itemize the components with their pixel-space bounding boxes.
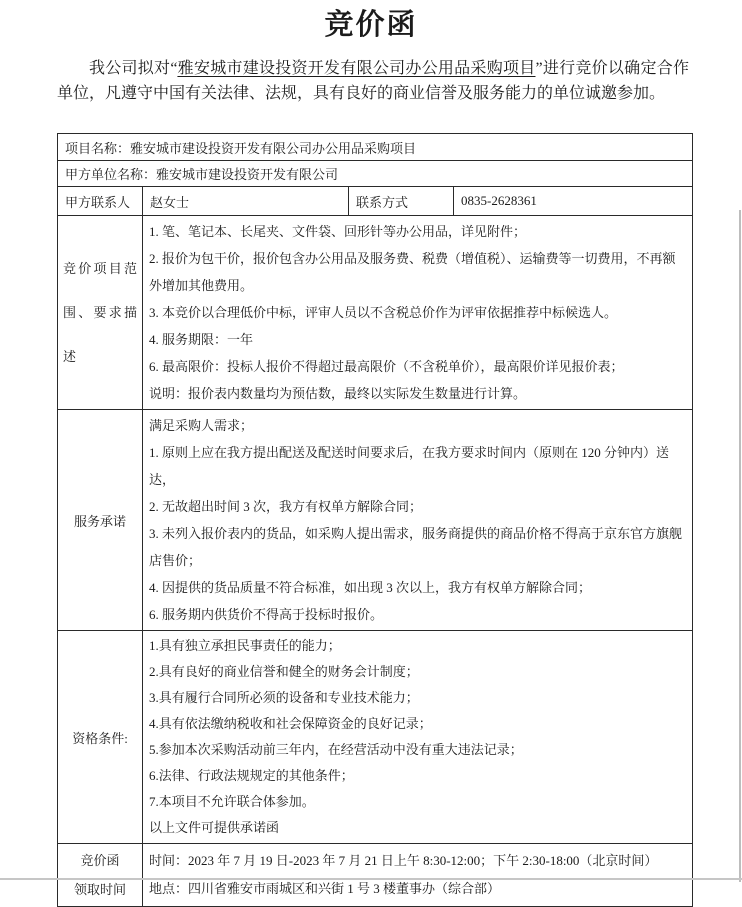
intro-project-name: 雅安城市建设投资开发有限公司办公用品采购项目 xyxy=(177,60,536,77)
scope-row xyxy=(58,216,693,410)
qualification-line: 以上文件可提供承诺函 xyxy=(149,820,280,835)
qualification-line: 6.法律、行政法规规定的其他条件； xyxy=(149,768,354,783)
intro-suffix: ”进行竞价以确定合作单位，凡遵守中国有关法律、法规，具有良好的商业信誉及服务能力的单位诚邀参加。 xyxy=(57,60,689,102)
scan-edge-right xyxy=(739,210,741,882)
pickup-content-cell xyxy=(143,844,693,907)
pickup-line: 地点：四川省雅安市雨城区和兴街 1 号 3 楼董事办（综合部） xyxy=(149,881,501,896)
scope-label-cell: 竞价项目范围、要求描述 xyxy=(58,216,143,410)
qualification-line: 1.具有独立承担民事责任的能力； xyxy=(149,638,341,653)
scope-line: 1. 笔、笔记本、长尾夹、文件袋、回形针等办公用品，详见附件； xyxy=(149,224,527,239)
document-title: 竞价函 xyxy=(324,9,418,41)
service-line: 2. 无故超出时间 3 次，我方有权单方解除合同； xyxy=(149,499,423,514)
qualification-line: 2.具有良好的商业信誉和健全的财务会计制度； xyxy=(149,664,419,679)
service-label-cell: 服务承诺 xyxy=(58,410,143,631)
scope-line: 2. 报价为包干价，报价包含办公用品及服务费、税费（增值税）、运输费等一切费用，不再额外增加其他费用。 xyxy=(149,251,676,293)
pickup-label-line1: 竞价函 xyxy=(80,853,120,868)
scope-line: 说明：报价表内数量均为预估数，最终以实际发生数量进行计算。 xyxy=(149,386,527,401)
contact-label-cell: 甲方联系人 xyxy=(58,187,143,216)
party-a-row xyxy=(58,161,693,187)
qualification-line: 5.参加本次采购活动前三年内，在经营活动中没有重大违法记录； xyxy=(149,742,523,757)
qualification-content-cell xyxy=(143,631,693,844)
service-line: 6. 服务期内供货价不得高于投标时报价。 xyxy=(149,607,384,622)
service-line: 4. 因提供的货品质量不符合标准，如出现 3 次以上，我方有权单方解除合同； xyxy=(149,580,592,595)
project-name-cell: 项目名称：雅安城市建设投资开发有限公司办公用品采购项目 xyxy=(58,134,693,161)
party-a-cell: 甲方单位名称：雅安城市建设投资开发有限公司 xyxy=(58,161,693,187)
service-content-cell xyxy=(143,410,693,631)
contact-row xyxy=(58,187,693,216)
scope-line: 3. 本竞价以合理低价中标，评审人员以不含税总价作为评审依据推荐中标候选人。 xyxy=(149,305,618,320)
pickup-label-line2: 领取时间 xyxy=(73,882,126,897)
contact-phone-cell: 0835-2628361 xyxy=(454,187,693,216)
scope-content-cell xyxy=(143,216,693,410)
qualification-row xyxy=(58,631,693,844)
qualification-line: 4.具有依法缴纳税收和社会保障资金的良好记录； xyxy=(149,716,432,731)
contact-method-label-cell: 联系方式 xyxy=(349,187,454,216)
pickup-row xyxy=(58,844,693,907)
service-row xyxy=(58,410,693,631)
qualification-line: 7.本项目不允许联合体参加。 xyxy=(149,794,315,809)
scan-edge-bottom xyxy=(0,878,742,880)
bidding-table xyxy=(57,133,693,907)
service-line: 满足采购人需求； xyxy=(149,418,254,433)
intro-prefix: 我公司拟对“ xyxy=(89,60,178,77)
scope-line: 4. 服务期限：一年 xyxy=(149,332,254,347)
scope-line: 6. 最高限价：投标人报价不得超过最高限价（不含税单价），最高限价详见报价表； xyxy=(149,359,624,374)
qualification-label-cell: 资格条件: xyxy=(58,631,143,844)
project-name-row xyxy=(58,134,693,161)
contact-name-cell: 赵女士 xyxy=(143,187,349,216)
pickup-label-cell xyxy=(58,844,143,907)
service-line: 1. 原则上应在我方提出配送及配送时间要求后，在我方要求时间内（原则在 120 分钟内）送达， xyxy=(149,445,670,487)
intro-paragraph xyxy=(57,56,689,106)
service-line: 3. 未列入报价表内的货品，如采购人提出需求，服务商提供的商品价格不得高于京东官方旗舰店售价； xyxy=(149,526,683,568)
pickup-line: 时间：2023 年 7 月 19 日-2023 年 7 月 21 日上午 8:30-12:00；下午 2:30-18:00（北京时间） xyxy=(149,853,658,868)
qualification-line: 3.具有履行合同所必须的设备和专业技术能力； xyxy=(149,690,419,705)
